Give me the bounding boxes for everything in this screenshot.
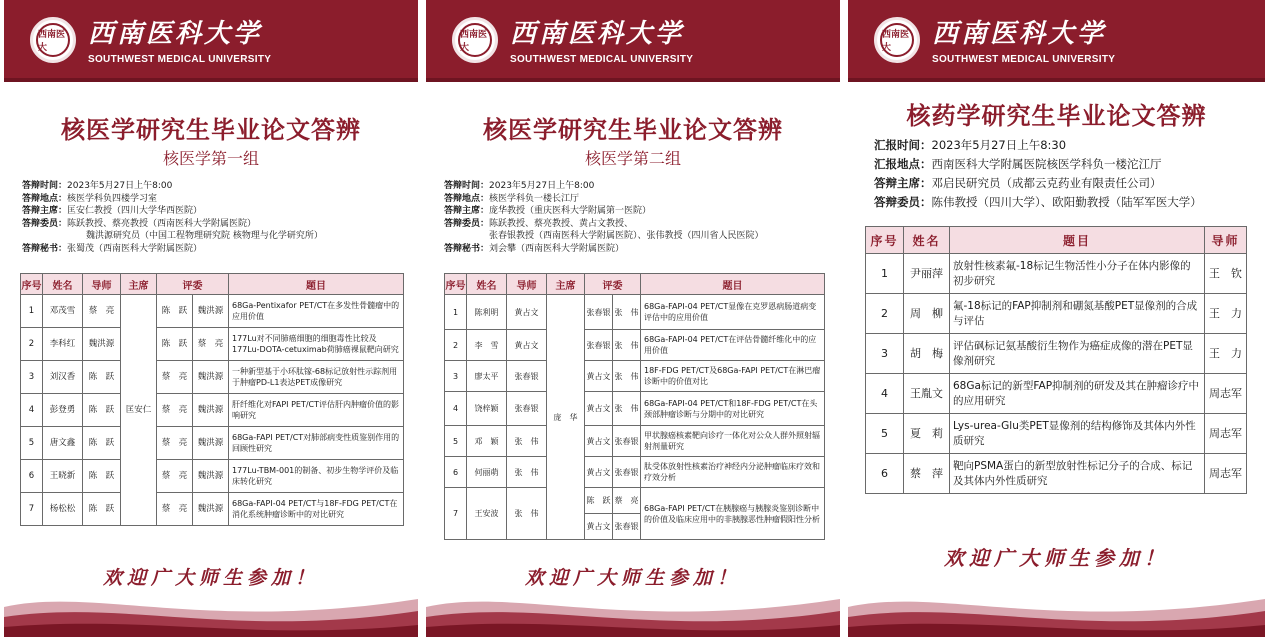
table-header-row <box>866 227 1247 254</box>
info-committee-cont: 魏洪源研究员（中国工程物理研究院 核物理与化学研究所） <box>86 231 323 241</box>
table-row <box>866 454 1247 494</box>
row-no: 2 <box>21 328 43 361</box>
row-topic: 68Ga-Pentixafor PET/CT在多发性骨髓瘤中的应用价值 <box>229 295 404 328</box>
row-name: 李科红 <box>43 328 83 361</box>
row-name: 陈利明 <box>467 295 507 330</box>
table-row <box>21 295 404 328</box>
row-judge: 魏洪源 <box>193 493 229 526</box>
poster-nuclear-pharmacy <box>848 0 1265 637</box>
poster-subtitle: 核医学第二组 <box>584 149 681 168</box>
poster-title: 核医学研究生毕业论文答辨 <box>61 116 361 144</box>
row-name: 廖太平 <box>467 361 507 392</box>
row-advisor: 张春银 <box>507 361 547 392</box>
poster-subtitle: 核医学第一组 <box>162 149 259 168</box>
row-judge: 蔡 亮 <box>157 493 193 526</box>
info-committee-cont: 张春银教授（西南医科大学附属医院）、张伟教授（四川省人民医院） <box>489 231 764 241</box>
row-advisor: 张 伟 <box>507 488 547 540</box>
table-header-row <box>21 274 404 295</box>
row-name: 邓 颖 <box>467 426 507 457</box>
row-advisor: 王 力 <box>1205 334 1247 374</box>
row-name: 刘汉香 <box>43 361 83 394</box>
table-row <box>21 394 404 427</box>
info-time: 答辩时间：2023年5月27日上午8:00 <box>444 181 595 191</box>
row-topic: 68Ga-FAPI PET/CT在胰腺癌与胰腺炎鉴别诊断中的价值及临床应用中的非胰腺恶性肿瘤假阳性分析 <box>641 488 825 540</box>
row-advisor: 周志军 <box>1205 454 1247 494</box>
row-no: 4 <box>445 392 467 426</box>
row-judge: 张春银 <box>613 426 641 457</box>
row-name: 何丽萌 <box>467 457 507 488</box>
row-judge: 陈 跃 <box>585 488 613 514</box>
university-logo <box>30 17 76 63</box>
row-no: 1 <box>866 254 904 294</box>
welcome-slogan: 欢迎广大师生参加！ <box>524 567 741 589</box>
col-header-advisor: 导师 <box>83 274 121 295</box>
info-committee: 答辩委员：陈跃教授、蔡亮教授、黄占文教授、 <box>444 218 634 229</box>
info-chair: 答辩主席：匡安仁教授（四川大学华西医院） <box>22 206 203 216</box>
row-judge: 张春银 <box>613 457 641 488</box>
row-name: 饶梓颖 <box>467 392 507 426</box>
row-topic: Lys-urea-Glu类PET显像剂的结构修饰及其体内外性质研究 <box>950 414 1205 454</box>
row-judge: 张春银 <box>613 514 641 540</box>
table-row <box>21 493 404 526</box>
row-judge: 黄占文 <box>585 457 613 488</box>
row-advisor: 陈 跃 <box>83 460 121 493</box>
row-no: 5 <box>445 426 467 457</box>
row-name: 蔡 萍 <box>904 454 950 494</box>
university-logo <box>874 17 920 63</box>
university-logo <box>452 17 498 63</box>
row-judge: 张 伟 <box>613 361 641 392</box>
row-judge: 张 伟 <box>613 295 641 330</box>
col-header-name: 姓名 <box>467 274 507 295</box>
info-location: 汇报地点：西南医科大学附属医院核医学科负一楼沱江厅 <box>874 157 1162 171</box>
row-no: 6 <box>21 460 43 493</box>
row-no: 6 <box>445 457 467 488</box>
table-row <box>866 374 1247 414</box>
table-row <box>445 392 825 426</box>
row-advisor: 陈 跃 <box>83 427 121 460</box>
decorative-wave <box>848 577 1265 637</box>
row-no: 4 <box>866 374 904 414</box>
col-header-chair: 主席 <box>121 274 157 295</box>
row-advisor: 王 钦 <box>1205 254 1247 294</box>
col-header-no: 序号 <box>866 227 904 254</box>
row-advisor: 张春银 <box>507 392 547 426</box>
row-name: 周 柳 <box>904 294 950 334</box>
row-name: 王安波 <box>467 488 507 540</box>
row-name: 夏 莉 <box>904 414 950 454</box>
row-advisor: 周志军 <box>1205 374 1247 414</box>
info-committee: 答辩委员：陈跃教授、蔡亮教授（西南医科大学附属医院） <box>22 218 257 229</box>
row-topic: 68Ga标记的新型FAP抑制剂的研发及其在肿瘤诊疗中的应用研究 <box>950 374 1205 414</box>
defense-info <box>22 180 408 255</box>
row-judge: 蔡 亮 <box>157 394 193 427</box>
row-advisor: 陈 跃 <box>83 361 121 394</box>
row-chair: 庞 华 <box>547 295 585 540</box>
row-no: 3 <box>866 334 904 374</box>
col-header-advisor: 导师 <box>1205 227 1247 254</box>
table-row <box>866 294 1247 334</box>
row-judge: 张 伟 <box>613 330 641 361</box>
info-time: 答辩时间：2023年5月27日上午8:00 <box>22 181 173 191</box>
row-topic: 评估砜标记氨基酸衍生物作为癌症成像的潜在PET显像剂研究 <box>950 334 1205 374</box>
row-no: 4 <box>21 394 43 427</box>
row-topic: 177Lu-TBM-001的制备、初步生物学评价及临床转化研究 <box>229 460 404 493</box>
info-secretary: 答辩秘书：张蜀茂（西南医科大学附属医院） <box>22 243 203 254</box>
table-row <box>445 488 825 514</box>
row-judge: 黄占文 <box>585 514 613 540</box>
row-name: 王胤文 <box>904 374 950 414</box>
col-header-no: 序号 <box>445 274 467 295</box>
row-advisor: 陈 跃 <box>83 394 121 427</box>
col-header-name: 姓名 <box>43 274 83 295</box>
row-advisor: 黄占文 <box>507 295 547 330</box>
row-judge: 陈 跃 <box>157 295 193 328</box>
row-topic: 68Ga-FAPI-04 PET/CT在评估骨髓纤维化中的应用价值 <box>641 330 825 361</box>
col-header-topic: 题目 <box>641 274 825 295</box>
row-topic: 氟-18标记的FAP抑制剂和硼氮基酸PET显像剂的合成与评估 <box>950 294 1205 334</box>
row-judge: 张春银 <box>585 295 613 330</box>
university-name-en: SOUTHWEST MEDICAL UNIVERSITY <box>88 54 272 65</box>
defense-info <box>874 136 1255 212</box>
university-name-cn: 西南医科大学 <box>932 19 1107 49</box>
row-name: 杨松松 <box>43 493 83 526</box>
logo-seal: 西南医大 <box>880 23 914 57</box>
row-topic: 177Lu对不同肺癌细胞的细胞毒性比较及177Lu-DOTA-cetuximab荷肺癌裸鼠靶向研究 <box>229 328 404 361</box>
row-topic: 68Ga-FAPI-04 PET/CT显像在克罗恩病肠道病变评估中的应用价值 <box>641 295 825 330</box>
poster-header <box>426 0 840 82</box>
row-no: 1 <box>445 295 467 330</box>
table-row <box>445 330 825 361</box>
row-topic: 68Ga-FAPI-04 PET/CT与18F-FDG PET/CT在消化系统肿瘤诊断中的对比研究 <box>229 493 404 526</box>
info-secretary: 答辩秘书：刘会攀（西南医科大学附属医院） <box>444 243 625 254</box>
row-advisor: 周志军 <box>1205 414 1247 454</box>
university-name-cn: 西南医科大学 <box>510 19 685 49</box>
col-header-no: 序号 <box>21 274 43 295</box>
row-name: 王晓新 <box>43 460 83 493</box>
row-no: 5 <box>21 427 43 460</box>
table-row <box>866 334 1247 374</box>
row-topic: 18F-FDG PET/CT及68Ga-FAPI PET/CT在淋巴瘤诊断中的价值对比 <box>641 361 825 392</box>
info-time: 汇报时间：2023年5月27日上午8:30 <box>874 138 1067 152</box>
row-no: 6 <box>866 454 904 494</box>
row-topic: 肝纤维化对FAPI PET/CT评估肝内肿瘤价值的影响研究 <box>229 394 404 427</box>
table-row <box>445 295 825 330</box>
row-judge: 蔡 亮 <box>157 361 193 394</box>
row-judge: 陈 跃 <box>157 328 193 361</box>
defense-schedule-table <box>20 273 404 526</box>
row-name: 胡 梅 <box>904 334 950 374</box>
row-name: 唐文鑫 <box>43 427 83 460</box>
row-name: 尹丽萍 <box>904 254 950 294</box>
table-row <box>21 328 404 361</box>
university-name-cn: 西南医科大学 <box>88 19 263 49</box>
row-chair: 匡安仁 <box>121 295 157 526</box>
col-header-name: 姓名 <box>904 227 950 254</box>
row-name: 邓茂雪 <box>43 295 83 328</box>
university-name-en: SOUTHWEST MEDICAL UNIVERSITY <box>510 54 694 65</box>
row-no: 5 <box>866 414 904 454</box>
row-judge: 蔡 亮 <box>157 460 193 493</box>
row-advisor: 王 力 <box>1205 294 1247 334</box>
table-row <box>445 361 825 392</box>
table-header-row <box>445 274 825 295</box>
university-name-en: SOUTHWEST MEDICAL UNIVERSITY <box>932 54 1116 65</box>
defense-schedule-table <box>865 226 1247 494</box>
row-judge: 张 伟 <box>613 392 641 426</box>
row-judge: 蔡 亮 <box>157 427 193 460</box>
decorative-wave <box>4 577 418 637</box>
row-no: 7 <box>445 488 467 540</box>
row-judge: 魏洪源 <box>193 460 229 493</box>
row-judge: 黄占文 <box>585 392 613 426</box>
decorative-wave <box>426 577 840 637</box>
info-location: 答辩地点：核医学科负四楼学习室 <box>22 193 158 204</box>
info-chair: 答辩主席：庞华教授（重庆医科大学附属第一医院） <box>444 206 652 216</box>
row-topic: 68Ga-FAPI PET/CT对肺部病变性质鉴别作用的回顾性研究 <box>229 427 404 460</box>
table-row <box>445 457 825 488</box>
table-row <box>21 460 404 493</box>
row-judge: 魏洪源 <box>193 361 229 394</box>
table-row <box>21 427 404 460</box>
row-advisor: 张 伟 <box>507 457 547 488</box>
row-advisor: 蔡 亮 <box>83 295 121 328</box>
row-advisor: 陈 跃 <box>83 493 121 526</box>
row-judge: 魏洪源 <box>193 394 229 427</box>
logo-seal: 西南医大 <box>36 23 70 57</box>
row-judge: 黄占文 <box>585 426 613 457</box>
poster-header <box>4 0 418 82</box>
info-committee: 答辩委员：陈伟教授（四川大学）、欧阳勤教授（陆军军医大学） <box>874 195 1202 209</box>
info-location: 答辩地点：核医学科负一楼长江厅 <box>444 193 580 204</box>
row-advisor: 魏洪源 <box>83 328 121 361</box>
table-row <box>445 426 825 457</box>
col-header-topic: 题目 <box>229 274 404 295</box>
defense-info <box>444 180 830 255</box>
row-no: 7 <box>21 493 43 526</box>
row-topic: 68Ga-FAPI-04 PET/CT和18F-FDG PET/CT在头颈部肿瘤诊断与分期中的对比研究 <box>641 392 825 426</box>
row-advisor: 黄占文 <box>507 330 547 361</box>
row-no: 3 <box>445 361 467 392</box>
welcome-slogan: 欢迎广大师生参加！ <box>102 567 319 589</box>
row-judge: 蔡 亮 <box>193 328 229 361</box>
row-no: 3 <box>21 361 43 394</box>
row-name: 彭登勇 <box>43 394 83 427</box>
col-header-chair: 主席 <box>547 274 585 295</box>
info-chair: 答辩主席：邓启民研究员（成都云克药业有限责任公司） <box>874 176 1162 190</box>
row-advisor: 张 伟 <box>507 426 547 457</box>
row-judge: 魏洪源 <box>193 427 229 460</box>
row-topic: 甲状腺癌核素靶向诊疗一体化对公众人群外照射辐射剂量研究 <box>641 426 825 457</box>
row-judge: 张春银 <box>585 330 613 361</box>
row-no: 2 <box>866 294 904 334</box>
row-judge: 蔡 亮 <box>613 488 641 514</box>
col-header-judges: 评委 <box>157 274 229 295</box>
row-topic: 靶向PSMA蛋白的新型放射性标记分子的合成、标记及其体内外性质研究 <box>950 454 1205 494</box>
table-row <box>866 414 1247 454</box>
row-topic: 肽受体放射性核素治疗神经内分泌肿瘤临床疗效和疗效分析 <box>641 457 825 488</box>
poster-group-1 <box>4 0 418 637</box>
defense-schedule-table <box>444 273 825 540</box>
col-header-judges: 评委 <box>585 274 641 295</box>
poster-title: 核医学研究生毕业论文答辨 <box>483 116 783 144</box>
poster-title: 核药学研究生毕业论文答辨 <box>906 102 1207 130</box>
row-topic: 一种新型基于小环肽镓-68标记放射性示踪剂用于肿瘤PD-L1表达PET成像研究 <box>229 361 404 394</box>
table-row <box>21 361 404 394</box>
row-no: 2 <box>445 330 467 361</box>
poster-group-2 <box>426 0 840 637</box>
table-row <box>866 254 1247 294</box>
row-topic: 放射性核素氟-18标记生物活性小分子在体内影像的初步研究 <box>950 254 1205 294</box>
row-judge: 魏洪源 <box>193 295 229 328</box>
poster-header <box>848 0 1265 82</box>
row-name: 李 雪 <box>467 330 507 361</box>
welcome-slogan: 欢迎广大师生参加！ <box>944 546 1169 570</box>
col-header-advisor: 导师 <box>507 274 547 295</box>
row-no: 1 <box>21 295 43 328</box>
logo-seal: 西南医大 <box>458 23 492 57</box>
row-judge: 黄占文 <box>585 361 613 392</box>
col-header-topic: 题目 <box>950 227 1205 254</box>
